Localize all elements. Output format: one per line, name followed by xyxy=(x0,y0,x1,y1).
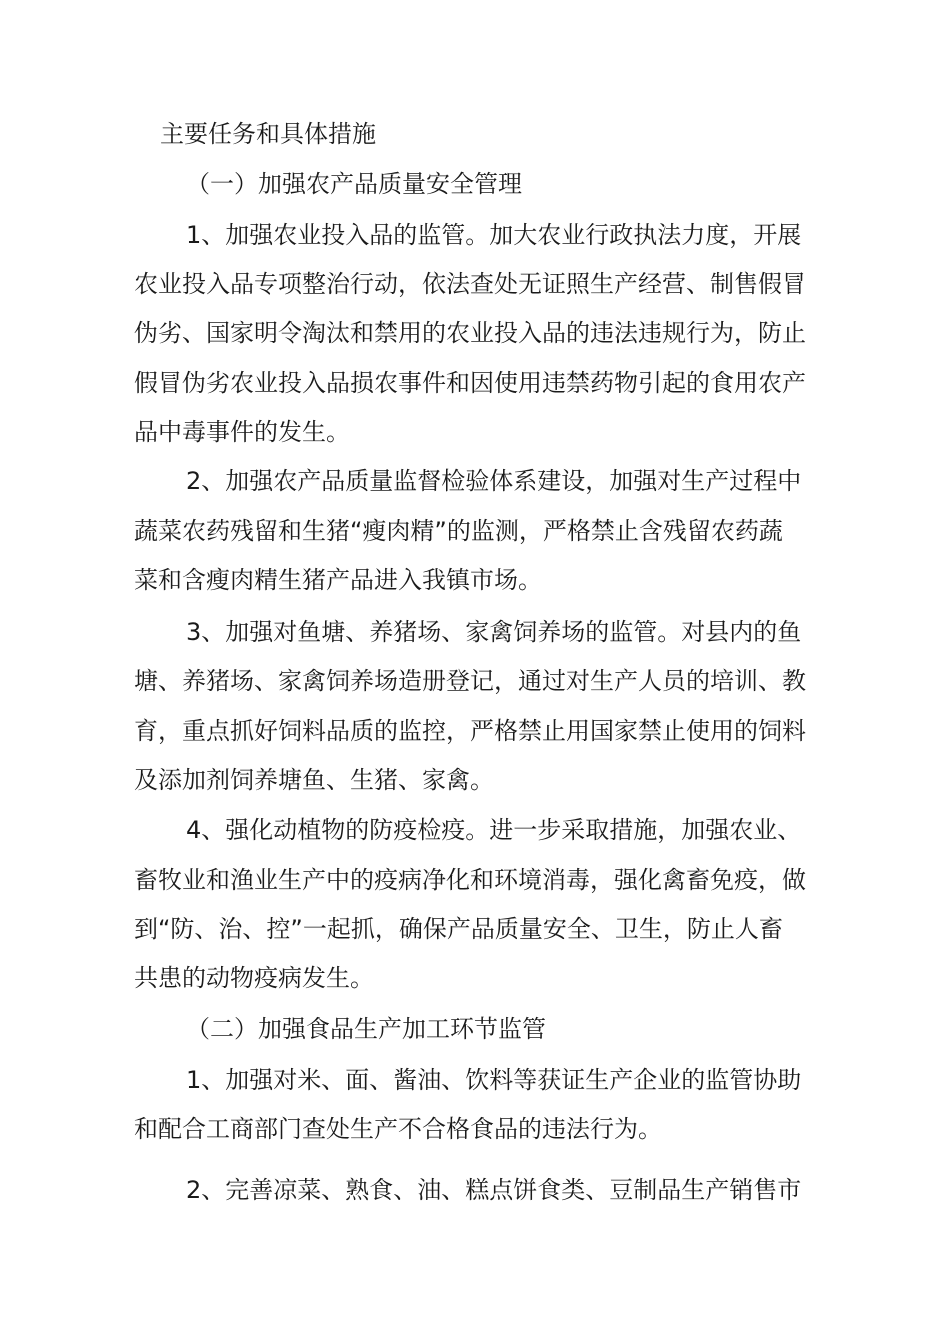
paragraph-line: 伪劣、国家明令淘汰和禁用的农业投入品的违法违规行为，防止 xyxy=(134,319,806,347)
paragraph-line: 假冒伪劣农业投入品损农事件和因使用违禁药物引起的食用农产 xyxy=(134,369,806,397)
paragraph-line: 塘、养猪场、家禽饲养场造册登记，通过对生产人员的培训、教 xyxy=(134,667,806,695)
subsection-heading-1: （一）加强农产品质量安全管理 xyxy=(186,170,522,198)
paragraph-line: 共患的动物疫病发生。 xyxy=(134,964,374,992)
paragraph-line: 3、加强对鱼塘、养猪场、家禽饲养场的监管。对县内的鱼 xyxy=(186,618,802,646)
paragraph-line: 2、加强农产品质量监督检验体系建设，加强对生产过程中 xyxy=(186,467,802,495)
paragraph-line: 4、强化动植物的防疫检疫。进一步采取措施，加强农业、 xyxy=(186,816,802,844)
paragraph-line: 到“防、治、控”一起抓，确保产品质量安全、卫生，防止人畜 xyxy=(134,915,783,943)
paragraph-line: 农业投入品专项整治行动，依法查处无证照生产经营、制售假冒 xyxy=(134,270,806,298)
paragraph-line: 和配合工商部门查处生产不合格食品的违法行为。 xyxy=(134,1115,662,1143)
paragraph-line: 1、加强农业投入品的监管。加大农业行政执法力度，开展 xyxy=(186,221,802,249)
paragraph-line: 菜和含瘦肉精生猪产品进入我镇市场。 xyxy=(134,566,542,594)
paragraph-line: 1、加强对米、面、酱油、饮料等获证生产企业的监管协助 xyxy=(186,1066,802,1094)
paragraph-line: 2、完善凉菜、熟食、油、糕点饼食类、豆制品生产销售市 xyxy=(186,1176,802,1204)
paragraph-line: 品中毒事件的发生。 xyxy=(134,418,350,446)
section-title: 主要任务和具体措施 xyxy=(160,120,376,148)
subsection-heading-2: （二）加强食品生产加工环节监管 xyxy=(186,1015,546,1043)
paragraph-line: 育，重点抓好饲料品质的监控，严格禁止用国家禁止使用的饲料 xyxy=(134,717,806,745)
paragraph-line: 及添加剂饲养塘鱼、生猪、家禽。 xyxy=(134,766,494,794)
paragraph-line: 畜牧业和渔业生产中的疫病净化和环境消毒，强化禽畜免疫，做 xyxy=(134,866,806,894)
paragraph-line: 蔬菜农药残留和生猪“瘦肉精”的监测，严格禁止含残留农药蔬 xyxy=(134,517,783,545)
